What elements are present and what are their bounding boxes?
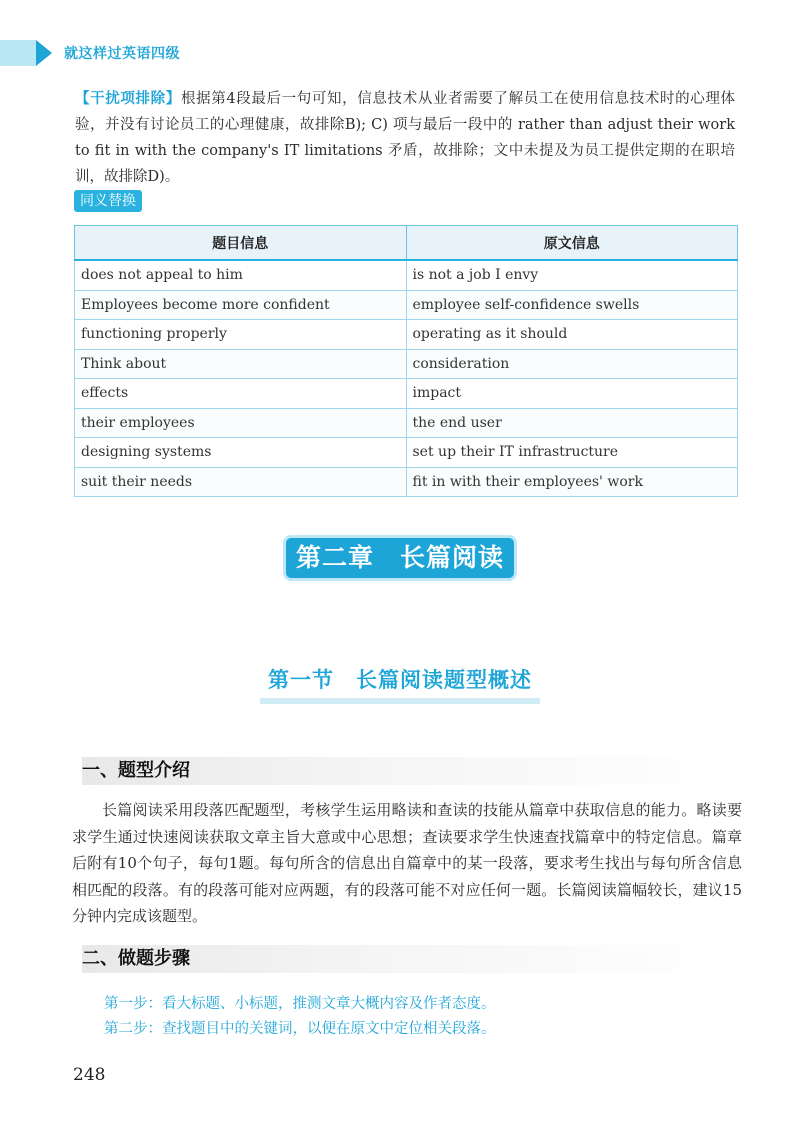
table-row bbox=[75, 408, 738, 438]
table-cell: set up their IT infrastructure bbox=[406, 438, 738, 468]
table-cell: is not a job I envy bbox=[406, 260, 738, 290]
table-cell: suit their needs bbox=[75, 467, 407, 497]
table-row bbox=[75, 290, 738, 320]
table-row bbox=[75, 320, 738, 350]
table-cell: the end user bbox=[406, 408, 738, 438]
heading-steps: 二、做题步骤 bbox=[82, 945, 732, 973]
table-cell: effects bbox=[75, 379, 407, 409]
table-cell: designing systems bbox=[75, 438, 407, 468]
table-row bbox=[75, 467, 738, 497]
chapter-title: 第二章 长篇阅读 bbox=[286, 538, 514, 578]
table-row bbox=[75, 260, 738, 290]
running-header-title: 就这样过英语四级 bbox=[64, 46, 180, 62]
column-header-original: 原文信息 bbox=[406, 226, 738, 261]
table-row bbox=[75, 438, 738, 468]
table-cell: functioning properly bbox=[75, 320, 407, 350]
section-title-wrap bbox=[0, 664, 800, 704]
chapter-title-wrap bbox=[0, 538, 800, 578]
synonym-table bbox=[74, 225, 738, 497]
header-bar bbox=[0, 40, 36, 66]
table-row bbox=[75, 349, 738, 379]
table-cell: does not appeal to him bbox=[75, 260, 407, 290]
heading-question-intro: 一、题型介绍 bbox=[82, 757, 732, 785]
table-header-row bbox=[75, 226, 738, 261]
table-cell: employee self-confidence swells bbox=[406, 290, 738, 320]
distractor-text: 根据第4段最后一句可知，信息技术从业者需要了解员工在使用信息技术时的心理体验，并没有讨论员工的心理健康，故排除B); C) 项与最后一段中的 rather than adjust their work to fit in with the company's IT limitations 矛盾，故排除；文中未提及为员工提供定期的在职培训，故排除D)。 bbox=[75, 91, 736, 185]
step-item: 第二步：查找题目中的关键词，以便在原文中定位相关段落。 bbox=[104, 1021, 496, 1037]
intro-paragraph: 长篇阅读采用段落匹配题型，考核学生运用略读和查读的技能从篇章中获取信息的能力。略读要求学生通过快速阅读获取文章主旨大意或中心思想；查读要求学生快速查找篇章中的特定信息。篇章后附有10个句子，每句1题。每句所含的信息出自篇章中的某一段落，要求考生找出与每句所含信息相匹配的段落。有的段落可能对应两题，有的段落可能不对应任何一题。长篇阅读篇幅较长，建议15分钟内完成该题型。 bbox=[72, 801, 742, 925]
synonym-label: 同义替换 bbox=[74, 190, 142, 212]
table-cell: consideration bbox=[406, 349, 738, 379]
table-cell: fit in with their employees' work bbox=[406, 467, 738, 497]
distractor-paragraph bbox=[75, 86, 735, 190]
table-cell: their employees bbox=[75, 408, 407, 438]
page-number: 248 bbox=[73, 1065, 106, 1085]
table-row bbox=[75, 379, 738, 409]
running-header bbox=[0, 40, 400, 66]
step-item: 第一步：看大标题、小标题，推测文章大概内容及作者态度。 bbox=[104, 996, 496, 1012]
table-cell: Employees become more confident bbox=[75, 290, 407, 320]
table-cell: Think about bbox=[75, 349, 407, 379]
header-arrow-icon bbox=[36, 40, 52, 66]
column-header-question: 题目信息 bbox=[75, 226, 407, 261]
table-cell: operating as it should bbox=[406, 320, 738, 350]
table-cell: impact bbox=[406, 379, 738, 409]
distractor-tag: 【干扰项排除】 bbox=[75, 91, 181, 107]
section-title: 第一节 长篇阅读题型概述 bbox=[260, 664, 540, 704]
